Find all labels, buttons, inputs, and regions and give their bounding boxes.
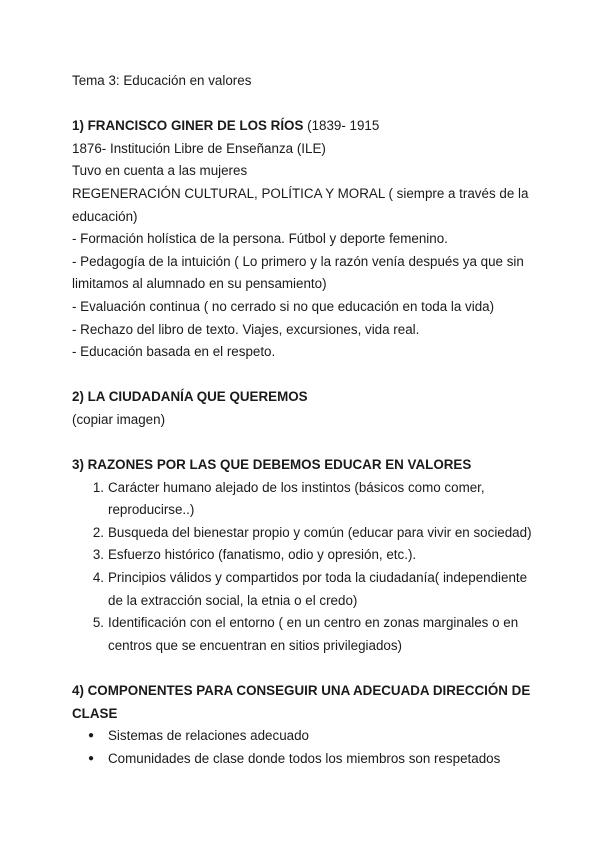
section-giner-heading: [72, 115, 532, 138]
list-item: [72, 612, 532, 657]
section-ciudadania: [72, 386, 532, 431]
list-item: [72, 522, 532, 545]
section-ciudadania-title: 2) LA CIUDADANÍA QUE QUEREMOS: [72, 389, 308, 405]
razones-list: [72, 477, 532, 658]
document-content: [72, 70, 532, 793]
giner-line: - Evaluación continua ( no cerrado si no que educación en toda la vida): [72, 298, 495, 314]
bullet-icon: ●: [88, 752, 95, 764]
bullet-icon: ●: [88, 730, 95, 742]
giner-line: REGENERACIÓN CULTURAL, POLÍTICA Y MORAL ( siempre a través de la educación): [72, 185, 529, 224]
componentes-list: [72, 725, 532, 770]
list-number: 2.: [92, 524, 104, 540]
list-item: [72, 567, 532, 612]
giner-line: - Rechazo del libro de texto. Viajes, excursiones, vida real.: [72, 321, 420, 337]
giner-line: - Educación basada en el respeto.: [72, 344, 276, 360]
list-text: Carácter humano alejado de los instintos (básicos como comer, reproducirse..): [108, 479, 485, 518]
ciudadania-note: (copiar imagen): [72, 411, 166, 427]
section-razones-title: 3) RAZONES POR LAS QUE DEBEMOS EDUCAR EN VALORES: [72, 457, 472, 473]
list-text: Sistemas de relaciones adecuado: [108, 728, 309, 744]
section-componentes: [72, 680, 532, 770]
list-number: 1.: [92, 479, 104, 495]
list-text: Identificación con el entorno ( en un centro en zonas marginales o en centros que se encuentran en sitios privilegiados): [108, 615, 519, 653]
section-razones: [72, 454, 532, 657]
section-giner-title: 1) FRANCISCO GINER DE LOS RÍOS: [72, 118, 304, 134]
list-text: Esfuerzo histórico (fanatismo, odio y opresión, etc.).: [108, 547, 417, 563]
giner-line: Tuvo en cuenta a las mujeres: [72, 163, 248, 179]
list-item: [72, 725, 532, 748]
giner-line: 1876- Institución Libre de Enseñanza (ILE): [72, 140, 326, 156]
section-giner-years: (1839- 1915: [303, 118, 380, 134]
list-item: [72, 477, 532, 522]
list-number: 3.: [92, 547, 104, 563]
list-text: Principios válidos y compartidos por toda la ciudadanía( independiente de la extracción social, la etnia o el credo): [108, 570, 528, 608]
list-number: 4.: [92, 570, 104, 586]
list-number: 5.: [92, 615, 104, 631]
list-item: [72, 544, 532, 567]
giner-line: - Pedagogía de la intuición ( Lo primero y la razón venía después ya que sin limitamos al alumnado en su pensamiento): [72, 253, 524, 292]
giner-line: - Formación holística de la persona. Fútbol y deporte femenino.: [72, 231, 448, 247]
topic-title: Tema 3: Educación en valores: [72, 73, 252, 88]
list-text: Busqueda del bienestar propio y común (educar para vivir en sociedad): [108, 524, 532, 540]
section-componentes-title: 4) COMPONENTES PARA CONSEGUIR UNA ADECUADA DIRECCIÓN DE CLASE: [72, 683, 531, 721]
list-text: Comunidades de clase donde todos los miembros son respetados: [108, 750, 501, 766]
section-giner: [72, 115, 532, 364]
list-item: [72, 748, 532, 771]
